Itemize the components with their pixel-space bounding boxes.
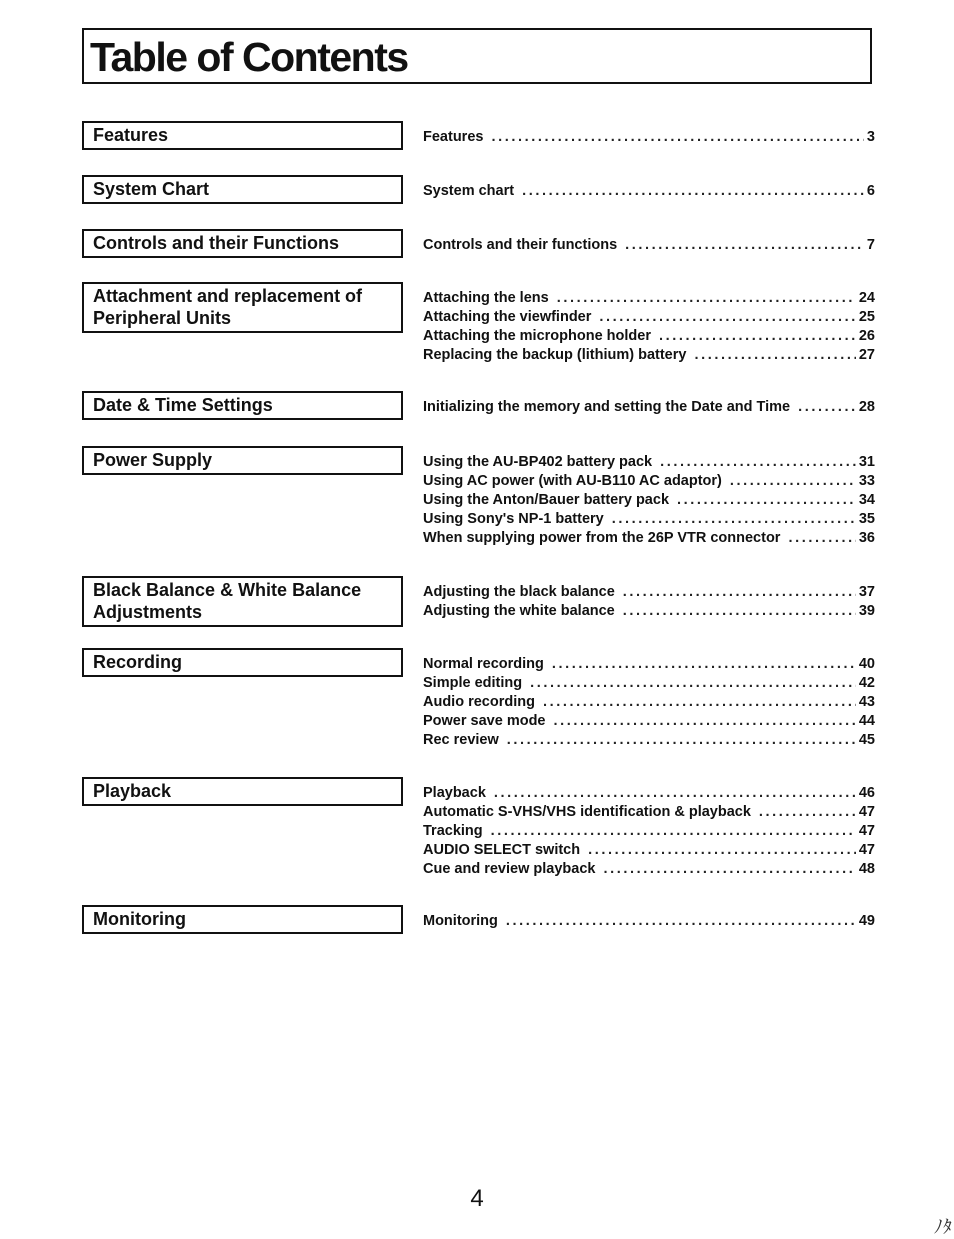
entry-page: 25 [858, 309, 875, 325]
toc-entry[interactable] [423, 822, 875, 841]
entry-page: 47 [858, 842, 875, 858]
corner-mark: ﾉﾀ [934, 1217, 952, 1237]
entry-label: Normal recording [423, 656, 544, 672]
dot-leader [759, 803, 856, 822]
entry-page: 36 [858, 530, 875, 546]
entry-label: Automatic S-VHS/VHS identification & playback [423, 804, 751, 820]
toc-entry[interactable] [423, 510, 875, 529]
section-heading: Recording [93, 652, 183, 672]
dot-leader [530, 674, 856, 693]
dot-leader [522, 182, 864, 201]
entry-label: Using the Anton/Bauer battery pack [423, 492, 670, 508]
section-heading: Monitoring [93, 909, 186, 929]
toc-entry[interactable] [423, 472, 875, 491]
entry-list [423, 583, 875, 621]
dot-leader [491, 128, 863, 147]
entry-page: 44 [858, 713, 875, 729]
entry-page: 31 [858, 454, 875, 470]
section-heading-box [82, 282, 403, 333]
entry-list [423, 398, 875, 417]
section-heading-box [82, 229, 403, 258]
dot-leader [494, 784, 856, 803]
entry-label: Using Sony's NP-1 battery [423, 511, 604, 527]
entry-page: 42 [858, 675, 875, 691]
entry-label: Power save mode [423, 713, 546, 729]
toc-entry[interactable] [423, 491, 875, 510]
dot-leader [507, 731, 856, 750]
dot-leader [623, 583, 856, 602]
page-title: Table of Contents [90, 34, 408, 80]
entry-label: Cue and review playback [423, 861, 596, 877]
entry-page: 39 [858, 603, 875, 619]
toc-entry[interactable] [423, 453, 875, 472]
section-heading: Controls and their Functions [93, 233, 339, 253]
dot-leader [599, 308, 855, 327]
entry-page: 45 [858, 732, 875, 748]
entry-list [423, 912, 875, 931]
dot-leader [694, 346, 855, 365]
toc-entry[interactable] [423, 398, 875, 417]
entry-page: 6 [866, 183, 875, 199]
toc-entry[interactable] [423, 860, 875, 879]
section-heading: Features [93, 125, 169, 145]
dot-leader [623, 602, 856, 621]
entry-page: 37 [858, 584, 875, 600]
toc-entry[interactable] [423, 731, 875, 750]
toc-entry[interactable] [423, 803, 875, 822]
entry-page: 47 [858, 804, 875, 820]
entry-label: Playback [423, 785, 486, 801]
entry-label: Attaching the lens [423, 290, 549, 306]
section-heading-box [82, 391, 403, 420]
dot-leader [798, 398, 856, 417]
entry-page: 28 [858, 399, 875, 415]
entry-page: 43 [858, 694, 875, 710]
entry-label: Controls and their functions [423, 237, 618, 253]
section-heading-box [82, 446, 403, 475]
section-heading: Playback [93, 781, 172, 801]
toc-entry[interactable] [423, 674, 875, 693]
entry-page: 35 [858, 511, 875, 527]
toc-entry[interactable] [423, 327, 875, 346]
toc-entry[interactable] [423, 655, 875, 674]
entry-list [423, 453, 875, 548]
section-heading: Attachment and replacement of Peripheral Units [93, 286, 363, 328]
entry-list [423, 655, 875, 750]
toc-entry[interactable] [423, 289, 875, 308]
entry-page: 3 [866, 129, 875, 145]
entry-page: 46 [858, 785, 875, 801]
entry-label: Adjusting the white balance [423, 603, 615, 619]
entry-page: 7 [866, 237, 875, 253]
toc-entry[interactable] [423, 308, 875, 327]
entry-page: 34 [858, 492, 875, 508]
entry-page: 49 [858, 913, 875, 929]
entry-page: 47 [858, 823, 875, 839]
entry-label: Initializing the memory and setting the Date and Time [423, 399, 791, 415]
toc-entry[interactable] [423, 784, 875, 803]
entry-label: AUDIO SELECT switch [423, 842, 581, 858]
section-heading-box [82, 121, 403, 150]
entry-list [423, 784, 875, 879]
dot-leader [588, 841, 856, 860]
dot-leader [625, 236, 864, 255]
dot-leader [491, 822, 856, 841]
section-heading-box [82, 576, 403, 627]
toc-entry[interactable] [423, 841, 875, 860]
dot-leader [552, 655, 856, 674]
entry-label: Replacing the backup (lithium) battery [423, 347, 687, 363]
entry-list [423, 289, 875, 365]
toc-entry[interactable] [423, 128, 875, 147]
entry-list [423, 236, 875, 255]
section-heading-box [82, 905, 403, 934]
entry-list [423, 128, 875, 147]
section-heading-box [82, 648, 403, 677]
section-heading-box [82, 175, 403, 204]
toc-entry[interactable] [423, 602, 875, 621]
toc-entry[interactable] [423, 182, 875, 201]
dot-leader [603, 860, 855, 879]
entry-page: 26 [858, 328, 875, 344]
toc-entry[interactable] [423, 693, 875, 712]
toc-entry[interactable] [423, 912, 875, 931]
entry-label: When supplying power from the 26P VTR connector [423, 530, 781, 546]
toc-entry[interactable] [423, 346, 875, 365]
entry-page: 33 [858, 473, 875, 489]
dot-leader [660, 453, 856, 472]
dot-leader [612, 510, 856, 529]
dot-leader [543, 693, 856, 712]
entry-page: 40 [858, 656, 875, 672]
toc-entry[interactable] [423, 236, 875, 255]
entry-page: 24 [858, 290, 875, 306]
entry-page: 27 [858, 347, 875, 363]
entry-label: Simple editing [423, 675, 523, 691]
entry-label: Attaching the microphone holder [423, 328, 651, 344]
dot-leader [730, 472, 856, 491]
entry-label: Rec review [423, 732, 499, 748]
entry-label: Using AC power (with AU-B110 AC adaptor) [423, 473, 722, 489]
entry-page: 48 [858, 861, 875, 877]
entry-label: Attaching the viewfinder [423, 309, 592, 325]
entry-label: Features [423, 129, 484, 145]
toc-entry[interactable] [423, 529, 875, 548]
dot-leader [506, 912, 856, 931]
entry-label: Using the AU-BP402 battery pack [423, 454, 653, 470]
page-number: 4 [470, 1185, 484, 1212]
toc-entry[interactable] [423, 583, 875, 602]
entry-label: Tracking [423, 823, 483, 839]
entry-list [423, 182, 875, 201]
dot-leader [557, 289, 856, 308]
dot-leader [659, 327, 856, 346]
toc-entry[interactable] [423, 712, 875, 731]
dot-leader [554, 712, 856, 731]
section-heading: System Chart [93, 179, 210, 199]
title-box [82, 28, 872, 84]
entry-label: Adjusting the black balance [423, 584, 615, 600]
entry-label: Monitoring [423, 913, 498, 929]
entry-label: System chart [423, 183, 515, 199]
entry-label: Audio recording [423, 694, 535, 710]
dot-leader [788, 529, 855, 548]
section-heading: Date & Time Settings [93, 395, 273, 415]
section-heading: Power Supply [93, 450, 213, 470]
section-heading: Black Balance & White Balance Adjustments [93, 580, 362, 622]
section-heading-box [82, 777, 403, 806]
dot-leader [677, 491, 856, 510]
